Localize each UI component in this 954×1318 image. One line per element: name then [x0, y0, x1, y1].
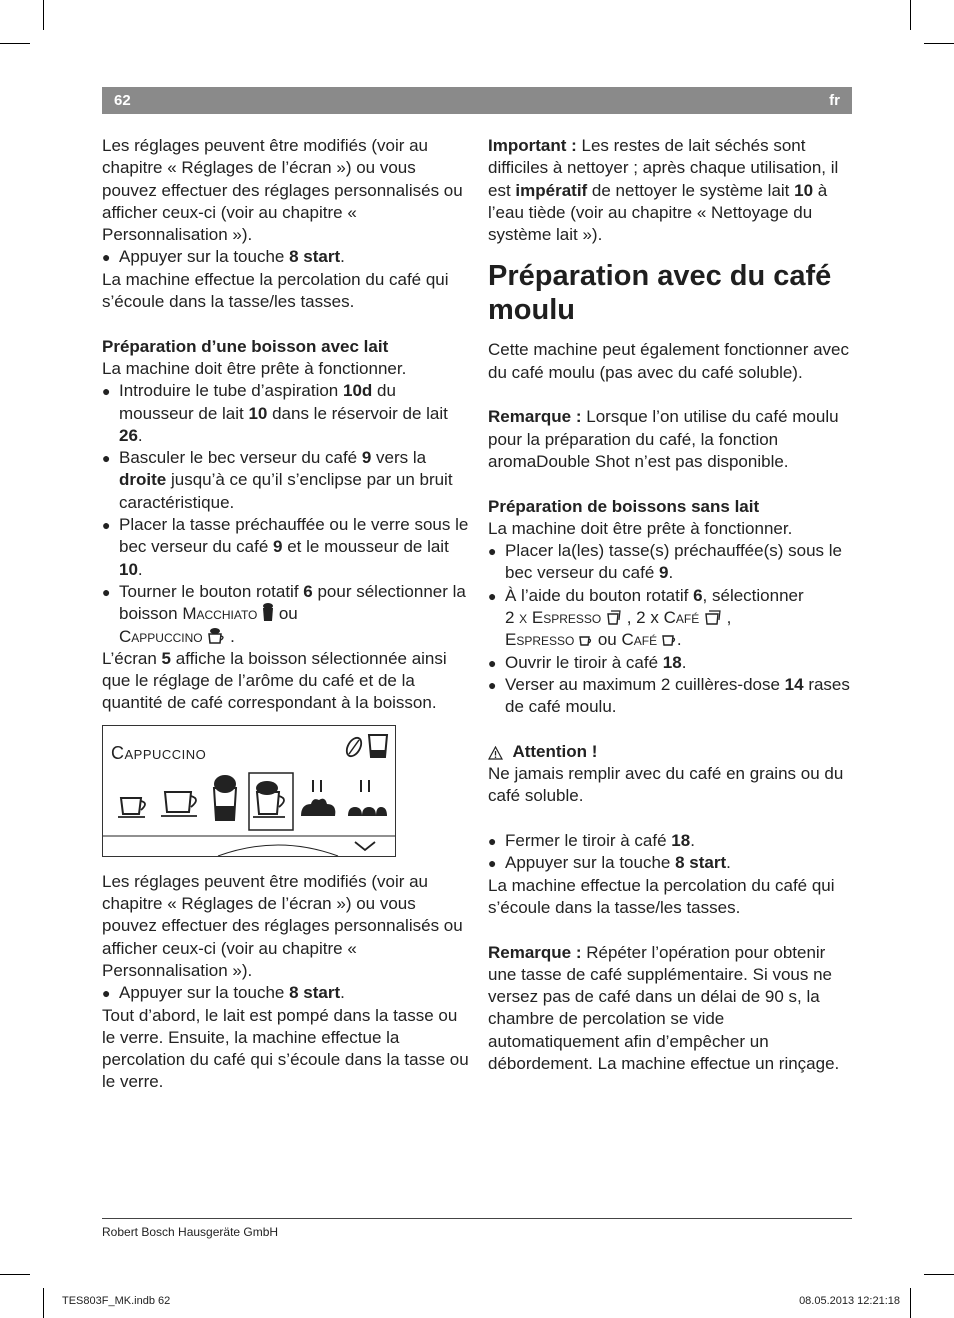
double-espresso-icon: [606, 609, 622, 626]
left-column: [102, 135, 470, 1094]
paragraph: La machine doit être prête à fonctionner.: [102, 358, 407, 378]
display-illustration: [102, 725, 396, 857]
warning-icon: [488, 746, 503, 760]
crop-mark: [0, 43, 30, 44]
section-heading: Préparation d’une boisson avec lait: [102, 336, 389, 356]
macchiato-icon: [262, 603, 274, 622]
warm-milk-icon: [348, 780, 387, 816]
footer-divider: [102, 1218, 852, 1219]
cappuccino-icon: [207, 627, 225, 645]
crop-mark: [0, 1274, 30, 1275]
espresso-cup-icon: [118, 798, 145, 817]
crop-mark: [43, 0, 44, 30]
print-slug-datetime: 08.05.2013 12:21:18: [799, 1295, 900, 1307]
page-header: [102, 87, 852, 114]
crop-mark: [924, 43, 954, 44]
milk-foam-icon: [301, 780, 335, 816]
macchiato-glass-icon: [214, 775, 236, 820]
page-number: 62: [114, 92, 131, 109]
list-item: ● Fermer le tiroir à café 18.: [488, 830, 854, 852]
coffee-bean-icon: [344, 735, 364, 758]
list-item: ● Verser au maximum 2 cuillères-dose 14 rases de café moulu.: [488, 674, 854, 719]
list-item: ● Placer la tasse préchauffée ou le verre sous le bec verseur du café 9 et le mousseur de lait 10.: [102, 514, 470, 581]
important-note: Important : Les restes de lait séchés sont difficiles à nettoyer ; après chaque utilisation, il est impératif de nettoyer le système lait 10 à l’eau tiède (voir au chapitre « Nettoyage du système lait »).: [488, 136, 839, 245]
crop-mark: [43, 1288, 44, 1318]
list-item: ● Placer la(les) tasse(s) préchauffée(s) sous le bec verseur du café 9.: [488, 540, 854, 585]
glass-icon: [369, 735, 387, 757]
display-title: Cappuccino: [111, 742, 207, 763]
coffee-cup-icon: [161, 792, 197, 816]
paragraph: Les réglages peuvent être modifiés (voir au chapitre « Réglages de l’écran ») ou vous pouvez effectuer des réglages personnalisés ou afficher ceux-ci (voir au chapitre « Personnalisation »).: [102, 136, 463, 245]
section-heading: Préparation de boissons sans lait: [488, 496, 760, 516]
list-item: ● Appuyer sur la touche 8 start.: [488, 852, 854, 874]
print-slug-file: TES803F_MK.indb 62: [62, 1295, 171, 1307]
paragraph: Cette machine peut également fonctionner avec du café moulu (pas avec du café soluble).: [488, 340, 850, 382]
crop-mark: [924, 1274, 954, 1275]
language-code: fr: [829, 92, 840, 109]
list-item: ● Introduire le tube d’aspiration 10d du mousseur de lait 10 dans le réservoir de lait 26.: [102, 380, 470, 447]
warning-heading: Attention !: [488, 741, 854, 763]
crop-mark: [910, 1288, 911, 1318]
cafe-icon: [662, 633, 677, 648]
paragraph: Tout d’abord, le lait est pompé dans la tasse ou le verre. Ensuite, la machine effectue la percolation du café qui s’écoule dans la tasse ou le verre.: [102, 1005, 469, 1092]
right-column: [488, 135, 854, 1075]
list-item: ● Ouvrir le tiroir à café 18.: [488, 652, 854, 674]
crop-mark: [910, 0, 911, 30]
cappuccino-cup-icon: [253, 781, 285, 817]
paragraph: La machine doit être prête à fonctionner.: [488, 518, 793, 538]
paragraph: La machine effectue la percolation du café qui s’écoule dans la tasse/les tasses.: [102, 269, 449, 312]
list-item: ● Appuyer sur la touche 8 start.: [102, 246, 470, 268]
paragraph: Ne jamais remplir avec du café en grains ou du café soluble.: [488, 764, 844, 806]
paragraph: L’écran 5 affiche la boisson sélectionnée ainsi que le réglage de l’arôme du café et de la quantité de café correspondant à la boisson.: [102, 648, 447, 713]
paragraph: La machine effectue la percolation du café qui s’écoule dans la tasse/les tasses.: [488, 875, 835, 917]
list-item: ● À l’aide du bouton rotatif 6, sélectionner 2 x Espresso , 2 x Café , Espresso ou Café .: [488, 585, 854, 652]
remark: Remarque : Répéter l’opération pour obtenir une tasse de café supplémentaire. Si vous ne versez pas de café dans un délai de 90 s, la chambre de percolation se vide automatiquement afin d’empêcher un débordement. La machine effectue un rinçage.: [488, 942, 840, 1073]
espresso-icon: [579, 634, 593, 648]
footer-company: Robert Bosch Hausgeräte GmbH: [102, 1225, 279, 1239]
page-title: Préparation avec du café moulu: [488, 260, 832, 327]
list-item: ● Tourner le bouton rotatif 6 pour sélectionner la boisson Macchiato ou Cappuccino .: [102, 581, 470, 648]
list-item: ● Basculer le bec verseur du café 9 vers la droite jusqu’à ce qu’il s’enclipse par un bruit caractéristique.: [102, 447, 470, 514]
list-item: ● Appuyer sur la touche 8 start.: [102, 982, 470, 1004]
remark: Remarque : Lorsque l’on utilise du café moulu pour la préparation du café, la fonction aromaDouble Shot n’est pas disponible.: [488, 407, 839, 471]
chevron-down-icon: [355, 842, 375, 850]
double-cafe-icon: [704, 609, 722, 626]
paragraph: Les réglages peuvent être modifiés (voir au chapitre « Réglages de l’écran ») ou vous pouvez effectuer des réglages personnalisés ou afficher ceux-ci (voir au chapitre « Personnalisation »).: [102, 871, 463, 980]
